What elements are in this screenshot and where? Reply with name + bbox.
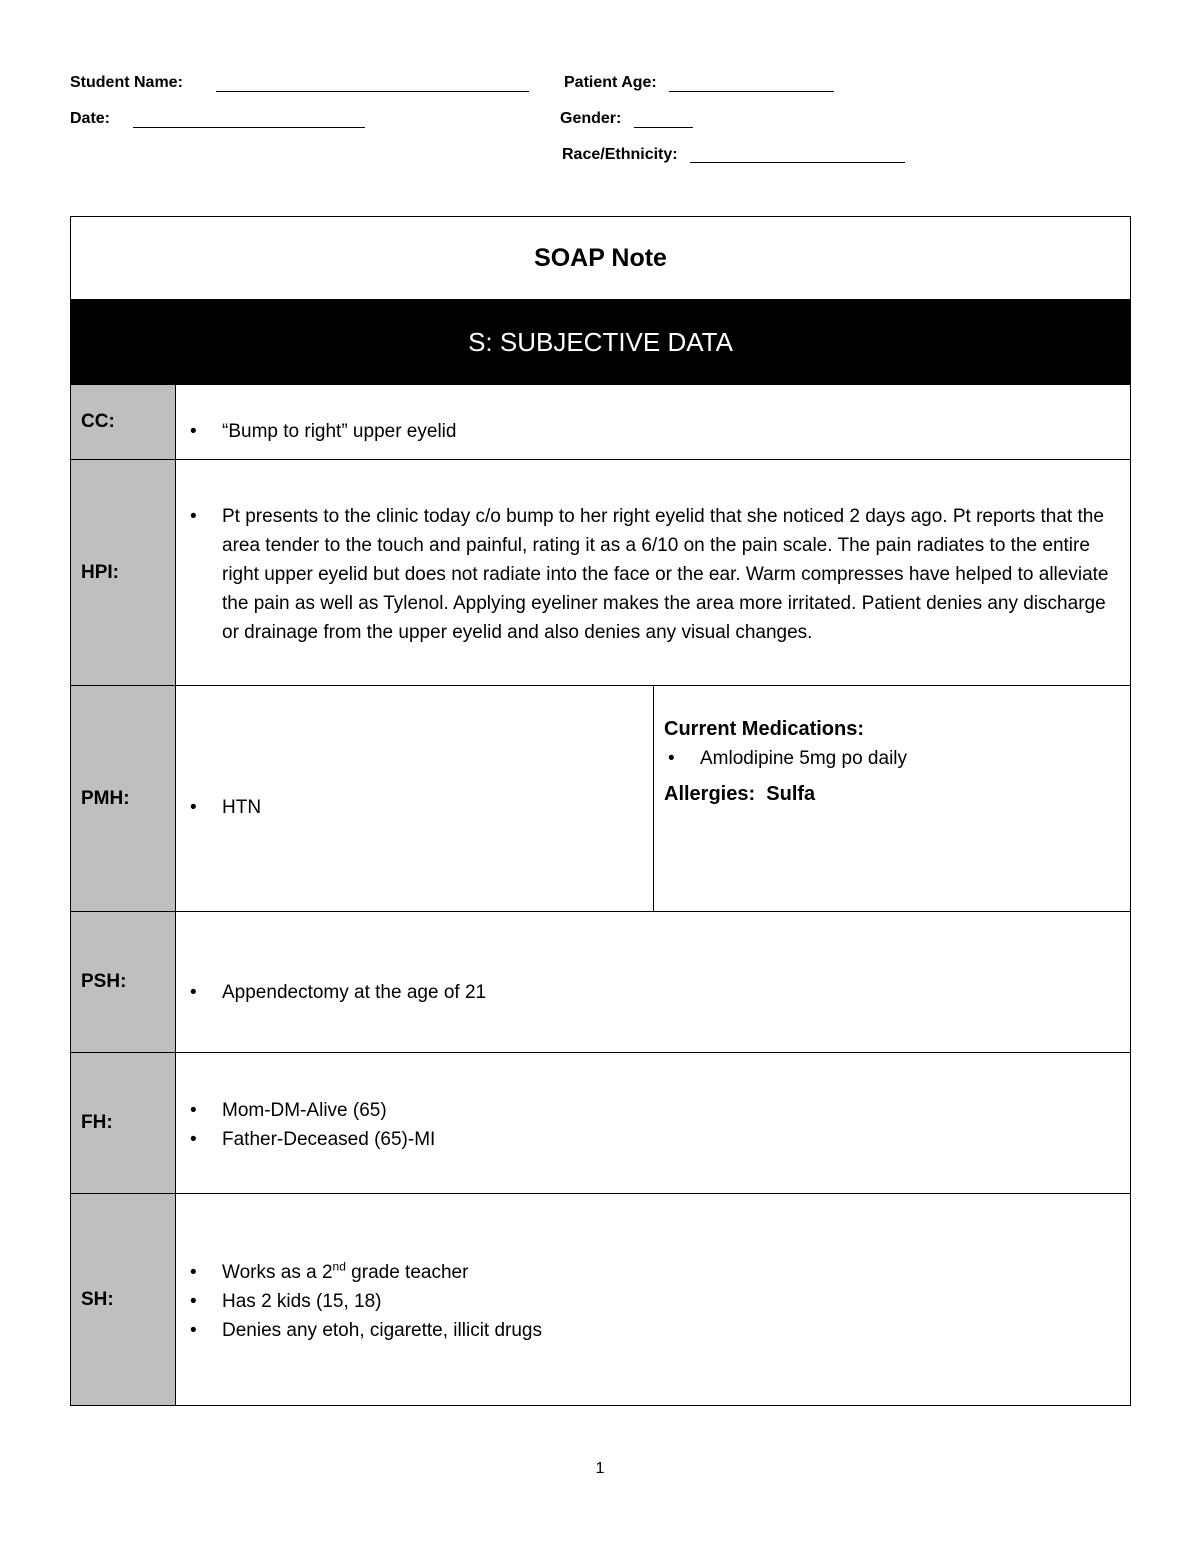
soap-note-table bbox=[70, 216, 1131, 1406]
list-item bbox=[186, 1258, 1120, 1287]
gender-field[interactable] bbox=[634, 127, 693, 128]
psh-label: PSH: bbox=[71, 912, 176, 1053]
gender-label: Gender: bbox=[560, 110, 622, 127]
cc-label: CC: bbox=[71, 385, 176, 460]
list-item: • Amlodipine 5mg po daily bbox=[664, 744, 1120, 773]
race-ethnicity-label: Race/Ethnicity: bbox=[562, 146, 678, 163]
sh-item1-suffix: grade teacher bbox=[345, 1262, 469, 1283]
list-item: • Father-Deceased (65)-MI bbox=[186, 1125, 1120, 1154]
list-item: • “Bump to right” upper eyelid bbox=[186, 417, 1120, 446]
sh-item1-prefix: Works as a 2 bbox=[222, 1262, 333, 1283]
pmh-row bbox=[71, 686, 1131, 912]
list-item: • Mom-DM-Alive (65) bbox=[186, 1096, 1120, 1125]
date-label: Date: bbox=[70, 110, 111, 127]
hpi-content bbox=[176, 460, 1131, 686]
allergies-label: Allergies: bbox=[664, 783, 756, 805]
current-medications-label: Current Medications: bbox=[664, 718, 865, 740]
pmh-label: PMH: bbox=[71, 686, 176, 912]
list-item: • Denies any etoh, cigarette, illicit drugs bbox=[186, 1316, 1120, 1345]
allergies-line bbox=[664, 779, 1120, 809]
list-item: • Appendectomy at the age of 21 bbox=[186, 978, 1120, 1007]
cc-content bbox=[176, 385, 1131, 460]
sh-label: SH: bbox=[71, 1194, 176, 1406]
table-title: SOAP Note bbox=[71, 217, 1131, 300]
psh-row bbox=[71, 912, 1131, 1053]
medications-allergies-cell bbox=[654, 686, 1131, 912]
student-name-field[interactable] bbox=[216, 91, 529, 92]
patient-age-field[interactable] bbox=[669, 91, 834, 92]
list-item: • HTN bbox=[186, 793, 643, 822]
allergies-value: Sulfa bbox=[766, 783, 816, 805]
fh-label: FH: bbox=[71, 1053, 176, 1194]
date-field[interactable] bbox=[133, 127, 365, 128]
cc-row bbox=[71, 385, 1131, 460]
race-ethnicity-field[interactable] bbox=[690, 162, 905, 163]
page-number: 1 bbox=[595, 1460, 605, 1477]
section-header-subjective: S: SUBJECTIVE DATA bbox=[71, 300, 1131, 385]
fh-row bbox=[71, 1053, 1131, 1194]
sh-item1-sup: nd bbox=[332, 1259, 346, 1274]
pmh-content bbox=[176, 686, 654, 912]
patient-age-label: Patient Age: bbox=[564, 74, 657, 91]
hpi-label: HPI: bbox=[71, 460, 176, 686]
psh-content bbox=[176, 912, 1131, 1053]
fh-content bbox=[176, 1053, 1131, 1194]
hpi-row bbox=[71, 460, 1131, 686]
hpi-text: • Pt presents to the clinic today c/o bump to her right eyelid that she noticed 2 days ago. Pt reports that the area tender to the touch and painful, rating it as a 6/10 on the pain scale. The pain radiates to the entire right upper eyelid but does not radiate into the face or the ear. Warm compresses have helped to alleviate the pain as well as Tylenol. Applying eyeliner makes the area more irritated. Patient denies any discharge or drainage from the upper eyelid and also denies any visual changes. bbox=[186, 502, 1120, 647]
sh-content bbox=[176, 1194, 1131, 1406]
student-name-label: Student Name: bbox=[70, 74, 183, 91]
list-item: • Has 2 kids (15, 18) bbox=[186, 1287, 1120, 1316]
sh-row bbox=[71, 1194, 1131, 1406]
